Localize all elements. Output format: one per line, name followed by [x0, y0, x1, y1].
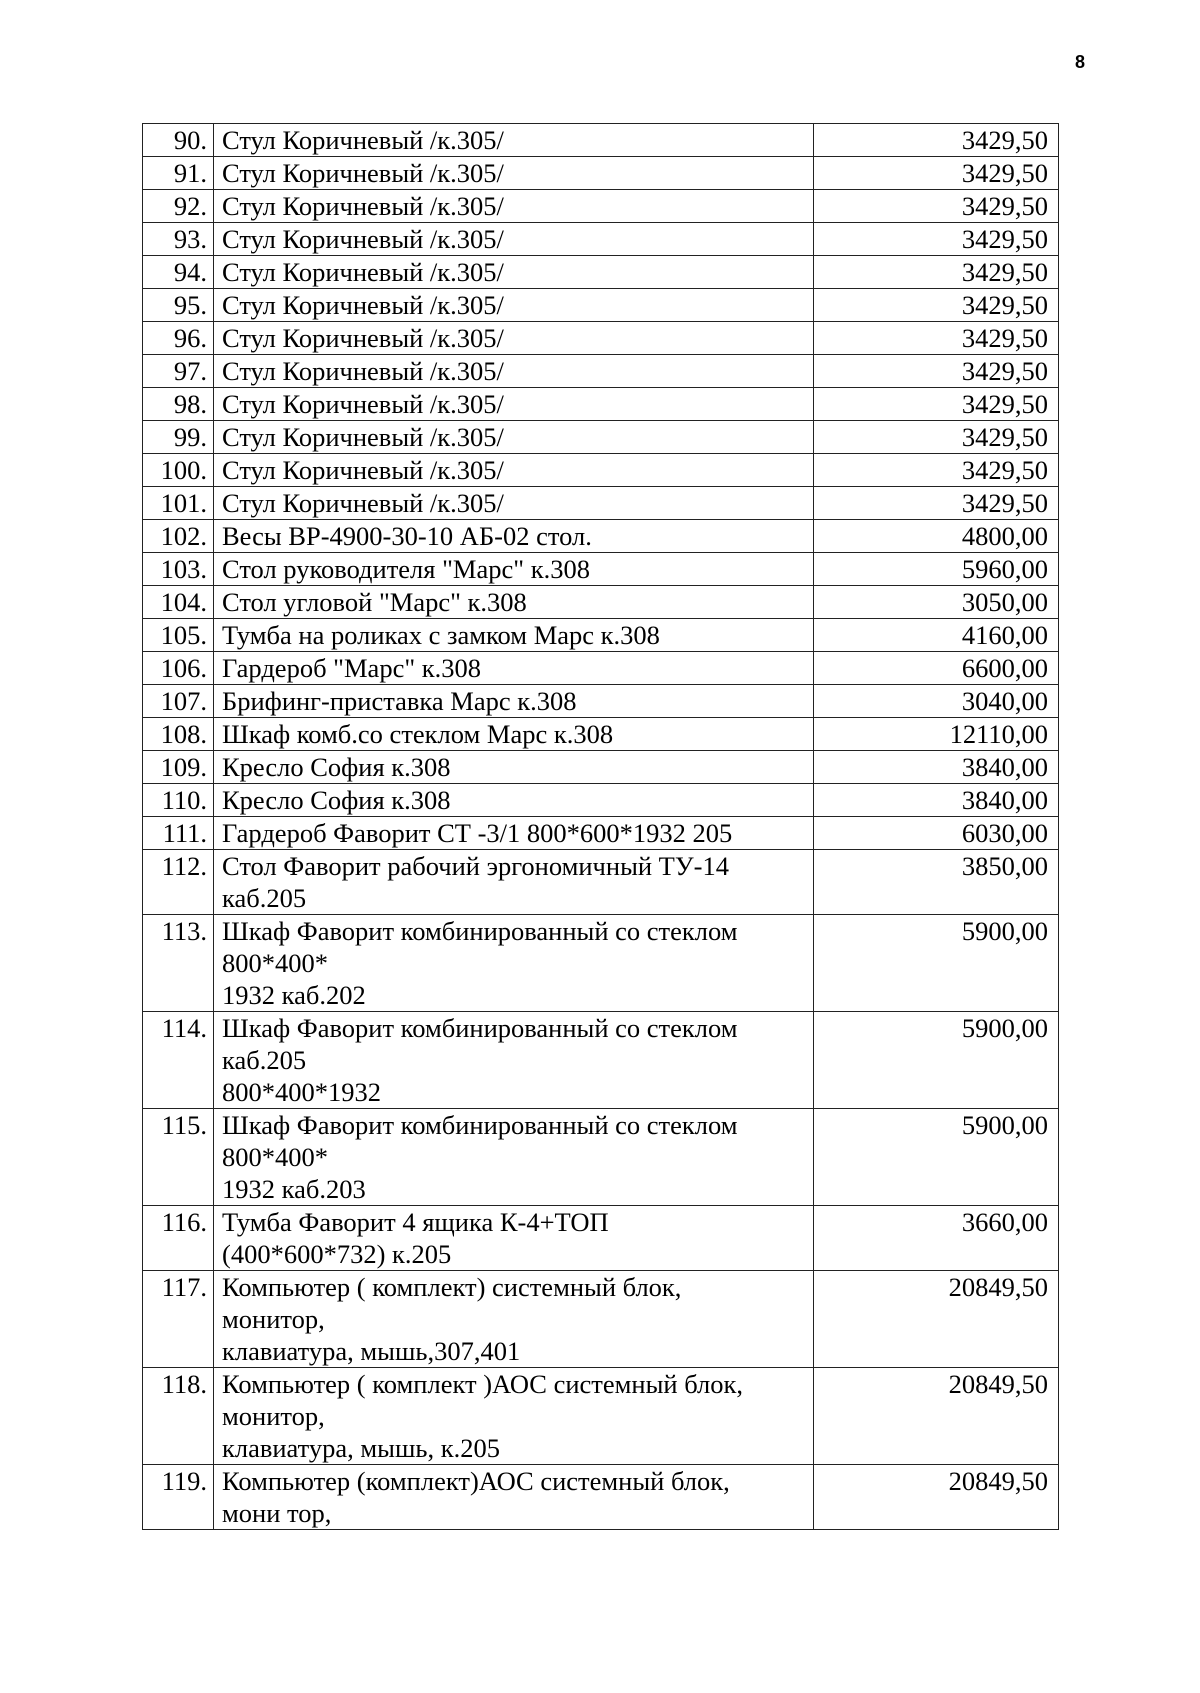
item-name-cell — [214, 487, 814, 520]
row-number-cell: 110. — [143, 784, 214, 817]
table-row — [143, 1206, 1059, 1271]
item-price-cell: 20849,50 — [814, 1368, 1059, 1465]
item-name-line: Кресло София к.308 — [222, 785, 451, 815]
item-name-line: Компьютер ( комплект) системный блок, — [222, 1272, 682, 1302]
row-number-cell: 119. — [143, 1465, 214, 1530]
table-row — [143, 487, 1059, 520]
row-number-cell: 97. — [143, 355, 214, 388]
item-price-cell: 3429,50 — [814, 454, 1059, 487]
table-row — [143, 850, 1059, 915]
item-name-cell — [214, 190, 814, 223]
item-name-cell — [214, 915, 814, 1012]
item-name-line: Компьютер ( комплект )АОС системный блок, — [222, 1369, 744, 1399]
item-name-line: 800*400* — [222, 948, 328, 978]
item-name-cell — [214, 1271, 814, 1368]
item-name-cell — [214, 1012, 814, 1109]
item-name-cell — [214, 685, 814, 718]
item-price-cell: 3429,50 — [814, 322, 1059, 355]
item-name-line: Стул Коричневый /к.305/ — [222, 191, 504, 221]
item-name-line: Стул Коричневый /к.305/ — [222, 488, 504, 518]
item-name-cell — [214, 322, 814, 355]
item-price-cell: 3429,50 — [814, 256, 1059, 289]
item-name-cell — [214, 718, 814, 751]
item-name-cell — [214, 850, 814, 915]
row-number-cell: 107. — [143, 685, 214, 718]
row-number-cell: 99. — [143, 421, 214, 454]
row-number-cell: 104. — [143, 586, 214, 619]
item-name-line: клавиатура, мышь, к.205 — [222, 1433, 500, 1463]
item-price-cell: 5900,00 — [814, 915, 1059, 1012]
item-name-cell — [214, 421, 814, 454]
item-price-cell: 3840,00 — [814, 784, 1059, 817]
item-name-line: Стол угловой "Марс" к.308 — [222, 587, 527, 617]
item-name-line: каб.205 — [222, 1045, 307, 1075]
table-row — [143, 685, 1059, 718]
item-name-line: 1932 каб.202 — [222, 980, 366, 1010]
item-name-line: Гардероб "Марс" к.308 — [222, 653, 482, 683]
item-name-line: Компьютер (комплект)АОС системный блок, — [222, 1466, 730, 1496]
row-number-cell: 94. — [143, 256, 214, 289]
item-name-line: монитор, — [222, 1401, 325, 1431]
item-name-cell — [214, 751, 814, 784]
item-name-line: Шкаф Фаворит комбинированный со стеклом — [222, 1110, 738, 1140]
table-row — [143, 619, 1059, 652]
row-number-cell: 112. — [143, 850, 214, 915]
item-name-cell — [214, 619, 814, 652]
inventory-table — [142, 123, 1059, 1530]
row-number-cell: 114. — [143, 1012, 214, 1109]
table-row — [143, 190, 1059, 223]
item-price-cell: 6030,00 — [814, 817, 1059, 850]
table-row — [143, 520, 1059, 553]
item-price-cell: 3429,50 — [814, 157, 1059, 190]
row-number-cell: 103. — [143, 553, 214, 586]
table-row — [143, 1465, 1059, 1530]
table-row — [143, 1368, 1059, 1465]
table-row — [143, 124, 1059, 157]
item-name-cell — [214, 289, 814, 322]
item-price-cell: 3660,00 — [814, 1206, 1059, 1271]
item-name-line: Стул Коричневый /к.305/ — [222, 389, 504, 419]
item-name-line: (400*600*732) к.205 — [222, 1239, 452, 1269]
item-price-cell: 3050,00 — [814, 586, 1059, 619]
table-row — [143, 784, 1059, 817]
item-price-cell: 20849,50 — [814, 1465, 1059, 1530]
item-price-cell: 3429,50 — [814, 190, 1059, 223]
item-name-line: Тумба Фаворит 4 ящика К-4+ТОП — [222, 1207, 609, 1237]
item-price-cell: 3429,50 — [814, 124, 1059, 157]
row-number-cell: 91. — [143, 157, 214, 190]
row-number-cell: 100. — [143, 454, 214, 487]
item-name-line: Стул Коричневый /к.305/ — [222, 455, 504, 485]
item-name-cell — [214, 388, 814, 421]
table-row — [143, 454, 1059, 487]
item-name-line: 800*400*1932 — [222, 1077, 381, 1107]
table-row — [143, 718, 1059, 751]
item-price-cell: 4160,00 — [814, 619, 1059, 652]
item-name-line: Стол руководителя "Марс" к.308 — [222, 554, 590, 584]
item-name-line: Стул Коричневый /к.305/ — [222, 422, 504, 452]
table-row — [143, 256, 1059, 289]
table-row — [143, 1109, 1059, 1206]
table-row — [143, 1271, 1059, 1368]
item-price-cell: 3429,50 — [814, 289, 1059, 322]
item-name-cell — [214, 652, 814, 685]
item-name-cell — [214, 256, 814, 289]
item-name-line: 800*400* — [222, 1142, 328, 1172]
item-name-line: Стул Коричневый /к.305/ — [222, 158, 504, 188]
item-name-line: Шкаф комб.со стеклом Марс к.308 — [222, 719, 614, 749]
item-name-line: 1932 каб.203 — [222, 1174, 366, 1204]
item-price-cell: 3429,50 — [814, 487, 1059, 520]
table-row — [143, 223, 1059, 256]
item-name-line: Стол Фаворит рабочий эргономичный ТУ-14 — [222, 851, 729, 881]
item-price-cell: 4800,00 — [814, 520, 1059, 553]
item-price-cell: 3429,50 — [814, 388, 1059, 421]
item-name-line: Весы ВР-4900-30-10 АБ-02 стол. — [222, 521, 592, 551]
item-price-cell: 3850,00 — [814, 850, 1059, 915]
item-name-cell — [214, 1368, 814, 1465]
table-row — [143, 586, 1059, 619]
item-name-line: Стул Коричневый /к.305/ — [222, 224, 504, 254]
row-number-cell: 108. — [143, 718, 214, 751]
item-name-line: Тумба на роликах с замком Марс к.308 — [222, 620, 660, 650]
item-name-line: Стул Коричневый /к.305/ — [222, 356, 504, 386]
table-row — [143, 553, 1059, 586]
item-name-cell — [214, 157, 814, 190]
row-number-cell: 113. — [143, 915, 214, 1012]
item-name-cell — [214, 1206, 814, 1271]
item-name-line: Брифинг-приставка Марс к.308 — [222, 686, 577, 716]
item-name-cell — [214, 586, 814, 619]
item-name-cell — [214, 454, 814, 487]
row-number-cell: 92. — [143, 190, 214, 223]
page-number: 8 — [1074, 52, 1085, 72]
item-price-cell: 3840,00 — [814, 751, 1059, 784]
row-number-cell: 109. — [143, 751, 214, 784]
item-name-line: мони тор, — [222, 1498, 332, 1528]
item-price-cell: 5960,00 — [814, 553, 1059, 586]
row-number-cell: 101. — [143, 487, 214, 520]
item-name-line: Стул Коричневый /к.305/ — [222, 125, 504, 155]
inventory-table-body — [143, 124, 1059, 1530]
item-name-cell — [214, 1465, 814, 1530]
table-row — [143, 289, 1059, 322]
item-name-cell — [214, 520, 814, 553]
item-name-cell — [214, 355, 814, 388]
item-price-cell: 5900,00 — [814, 1109, 1059, 1206]
row-number-cell: 116. — [143, 1206, 214, 1271]
item-price-cell: 6600,00 — [814, 652, 1059, 685]
table-row — [143, 1012, 1059, 1109]
row-number-cell: 117. — [143, 1271, 214, 1368]
item-name-line: Стул Коричневый /к.305/ — [222, 290, 504, 320]
row-number-cell: 106. — [143, 652, 214, 685]
item-price-cell: 3040,00 — [814, 685, 1059, 718]
item-price-cell: 20849,50 — [814, 1271, 1059, 1368]
item-name-line: Шкаф Фаворит комбинированный со стеклом — [222, 916, 738, 946]
table-row — [143, 388, 1059, 421]
item-name-cell — [214, 124, 814, 157]
item-name-cell — [214, 223, 814, 256]
item-price-cell: 5900,00 — [814, 1012, 1059, 1109]
item-name-line: Стул Коричневый /к.305/ — [222, 257, 504, 287]
item-name-cell — [214, 1109, 814, 1206]
table-row — [143, 322, 1059, 355]
table-row — [143, 421, 1059, 454]
row-number-cell: 98. — [143, 388, 214, 421]
item-name-line: каб.205 — [222, 883, 307, 913]
row-number-cell: 111. — [143, 817, 214, 850]
item-name-cell — [214, 817, 814, 850]
row-number-cell: 115. — [143, 1109, 214, 1206]
item-name-line: Стул Коричневый /к.305/ — [222, 323, 504, 353]
item-name-line: Кресло София к.308 — [222, 752, 451, 782]
table-row — [143, 157, 1059, 190]
item-name-line: монитор, — [222, 1304, 325, 1334]
table-row — [143, 751, 1059, 784]
item-name-line: Гардероб Фаворит СТ -3/1 800*600*1932 205 — [222, 818, 733, 848]
table-row — [143, 817, 1059, 850]
item-name-line: клавиатура, мышь,307,401 — [222, 1336, 521, 1366]
row-number-cell: 102. — [143, 520, 214, 553]
row-number-cell: 105. — [143, 619, 214, 652]
table-row — [143, 915, 1059, 1012]
row-number-cell: 96. — [143, 322, 214, 355]
row-number-cell: 118. — [143, 1368, 214, 1465]
row-number-cell: 93. — [143, 223, 214, 256]
item-price-cell: 12110,00 — [814, 718, 1059, 751]
row-number-cell: 90. — [143, 124, 214, 157]
item-name-cell — [214, 784, 814, 817]
item-name-cell — [214, 553, 814, 586]
item-price-cell: 3429,50 — [814, 223, 1059, 256]
row-number-cell: 95. — [143, 289, 214, 322]
item-price-cell: 3429,50 — [814, 355, 1059, 388]
table-row — [143, 652, 1059, 685]
item-name-line: Шкаф Фаворит комбинированный со стеклом — [222, 1013, 738, 1043]
item-price-cell: 3429,50 — [814, 421, 1059, 454]
table-row — [143, 355, 1059, 388]
